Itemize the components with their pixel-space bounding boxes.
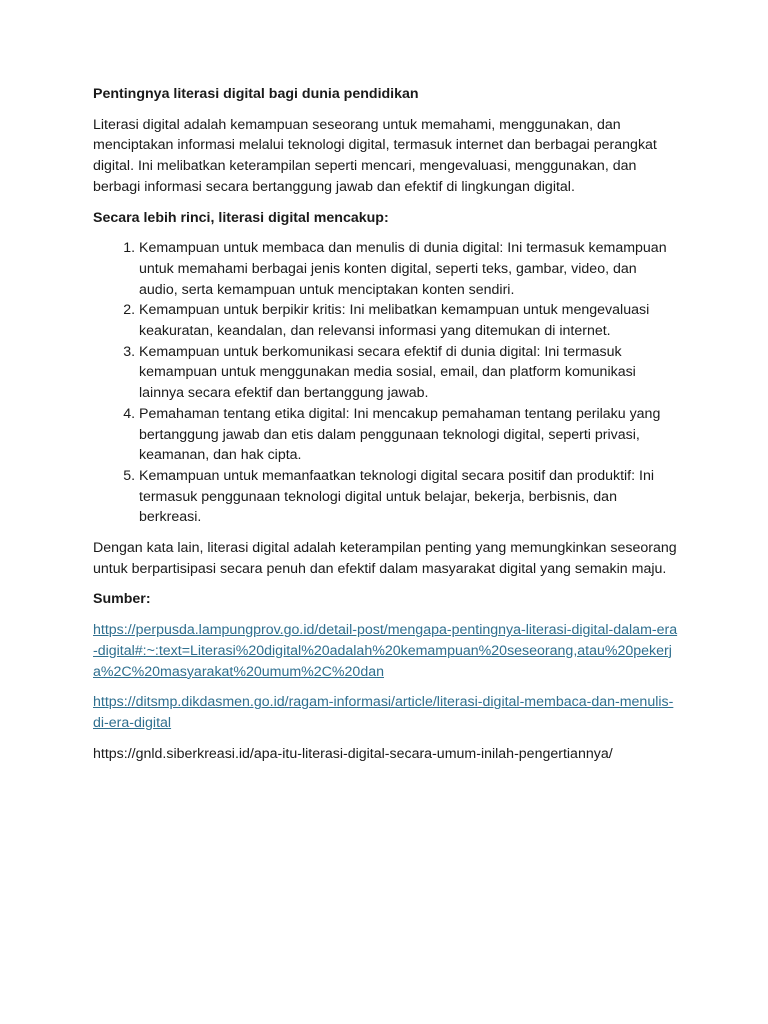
source-link-2[interactable]: https://ditsmp.dikdasmen.go.id/ragam-informasi/article/literasi-digital-membaca-dan-menulis-di-era-digital [93,694,674,731]
source-link-1[interactable]: https://perpusda.lampungprov.go.id/detail-post/mengapa-pentingnya-literasi-digital-dalam-era-digital#:~:text=Literasi%20digital%20adalah%20kemampuan%20seseorang,atau%20pekerja%2C%20masyarakat%20umum%2C%20dan [93,622,678,680]
document-title: Pentingnya literasi digital bagi dunia pendidikan [93,86,419,102]
list-item-3: 3. Kemampuan untuk berkomunikasi secara efektif di dunia digital: Ini termasuk kemampuan untuk menggunakan media sosial, email, dan platform komunikasi lainnya secara efektif dan bertanggung jawab. [139,342,678,404]
document-page [93,84,678,774]
intro-paragraph: Literasi digital adalah kemampuan seseorang untuk memahami, menggunakan, dan menciptakan informasi melalui teknologi digital, termasuk internet dan berbagai perangkat digital. Ini melibatkan keterampilan seperti mencari, mengevaluasi, menggunakan, dan berbagi informasi secara bertanggung jawab dan efektif di lingkungan digital. [93,116,657,195]
sources-heading: Sumber: [93,591,151,608]
conclusion-paragraph: Dengan kata lain, literasi digital adalah keterampilan penting yang memungkinkan seseorang untuk berpartisipasi secara penuh dan efektif dalam masyarakat digital yang semakin maju. [93,540,677,577]
list-item-1: 1. Kemampuan untuk membaca dan menulis di dunia digital: Ini termasuk kemampuan untuk memahami berbagai jenis konten digital, seperti teks, gambar, video, dan audio, serta kemampuan untuk menciptakan konten sendiri. [139,238,678,300]
list-item-5: 5. Kemampuan untuk memanfaatkan teknologi digital secara positif dan produktif: Ini termasuk penggunaan teknologi digital untuk belajar, bekerja, berbisnis, dan berkreasi. [139,466,678,528]
list-item-2: 2. Kemampuan untuk berpikir kritis: Ini melibatkan kemampuan untuk mengevaluasi keakuratan, keandalan, dan relevansi informasi yang ditemukan di internet. [139,300,678,341]
list-subheading: Secara lebih rinci, literasi digital mencakup: [93,209,389,226]
literacy-points-list [93,238,678,528]
list-item-4: 4. Pemahaman tentang etika digital: Ini mencakup pemahaman tentang perilaku yang bertanggung jawab dan etis dalam penggunaan teknologi digital, seperti privasi, keamanan, dan hak cipta. [139,404,678,466]
source-text-3: https://gnld.siberkreasi.id/apa-itu-literasi-digital-secara-umum-inilah-pengertiannya/ [93,745,613,762]
